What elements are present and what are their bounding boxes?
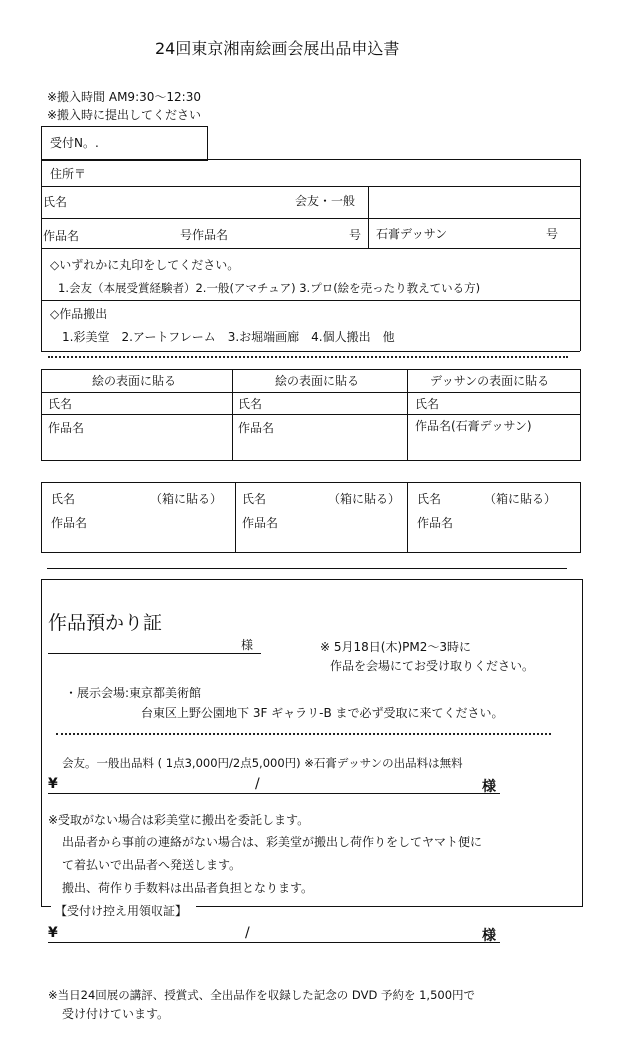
dvd-notice: ※当日24回展の講評、授賞式、全出品作を収録した記念の DVD 予約を 1,500円で (48, 988, 476, 1002)
receipt-sama: 様 (241, 638, 254, 652)
address-label: 住所〒 (50, 167, 87, 181)
box-note-1: （箱に貼る） (150, 492, 223, 506)
label-header-3: デッサンの表面に貼る (430, 374, 550, 388)
label-name-2: 氏名 (238, 397, 263, 411)
box-work-2: 作品名 (242, 516, 279, 530)
entry-fee: 会友。一般出品料 ( 1点3,000円/2点5,000円) ※石膏デッサンの出品料は無料 (62, 756, 463, 770)
receipt-payment-sama: 様 (482, 779, 496, 795)
work-title-label: 作品名 (43, 229, 80, 243)
member-type-label: 会友・一般 (295, 194, 356, 208)
carry-out-options: 1.彩美堂 2.アートフレーム 3.お堀端画廊 4.個人搬出 他 (62, 330, 395, 344)
note-delivery-time: ※搬入時間 AM9:30〜12:30 (47, 90, 201, 104)
name-label: 氏名 (43, 195, 68, 209)
label-work-3: 作品名(石膏デッサン) (415, 419, 532, 433)
box-work-3: 作品名 (417, 516, 454, 530)
page-title: 24回東京湘南絵画会展出品申込書 (155, 39, 400, 58)
sekko-size-label: 号 (546, 227, 559, 241)
stub-slash: / (245, 925, 250, 941)
receipt-number-label: 受付N。. (50, 136, 99, 150)
receipt-note-3: て着払いで出品者へ発送します。 (62, 858, 242, 872)
cut-line (48, 356, 568, 358)
label-work-1: 作品名 (48, 421, 85, 435)
label-name-3: 氏名 (415, 397, 440, 411)
circle-instruction: ◇いずれかに丸印をしてください。 (50, 258, 240, 272)
receipt-note-2: 出品者から事前の連絡がない場合は、彩美堂が搬出し荷作りをしてヤマト便に (62, 835, 483, 849)
stub-yen: ¥ (48, 925, 58, 941)
box-work-1: 作品名 (51, 516, 88, 530)
pickup-instruction: 作品を会場にてお受け取りください。 (330, 659, 535, 673)
member-category-options: 1.会友（本展受賞経験者）2.一般(アマチュア) 3.プロ(絵を売ったり教えている方) (58, 281, 481, 295)
separator-line (47, 568, 567, 569)
note-submit: ※搬入時に提出してください (47, 108, 202, 122)
label-work-2: 作品名 (238, 421, 275, 435)
label-header-1: 絵の表面に貼る (92, 374, 177, 388)
label-name-1: 氏名 (48, 397, 73, 411)
receipt-note-1: ※受取がない場合は彩美堂に搬出を委託します。 (48, 813, 310, 827)
size-label: 号 (349, 228, 362, 242)
box-name-2: 氏名 (242, 492, 267, 506)
size-work-title-label: 号作品名 (180, 228, 229, 242)
stub-sama: 様 (482, 928, 496, 944)
venue-detail: 台東区上野公園地下 3F ギャラリ-B まで必ず受取に来てください。 (141, 706, 504, 720)
box-note-2: （箱に貼る） (328, 492, 401, 506)
sekko-dessin-label: 石膏デッサン (376, 227, 448, 241)
pickup-date: ※ 5月18日(木)PM2〜3時に (320, 640, 471, 654)
box-note-3: （箱に貼る） (484, 492, 557, 506)
venue: ・展示会場:東京都美術館 (65, 686, 202, 700)
receipt-note-4: 搬出、荷作り手数料は出品者負担となります。 (62, 881, 314, 895)
carry-out-title: ◇作品搬出 (50, 307, 108, 321)
box-name-3: 氏名 (417, 492, 442, 506)
stub-title: 【受付け控え用領収証】 (55, 904, 188, 918)
box-name-1: 氏名 (51, 492, 76, 506)
label-header-2: 絵の表面に貼る (275, 374, 360, 388)
receipt-yen: ¥ (48, 776, 58, 792)
receipt-slash: / (255, 776, 260, 792)
receipt-heading: 作品預かり証 (48, 612, 163, 634)
dvd-notice-cont: 受け付けています。 (62, 1007, 170, 1021)
